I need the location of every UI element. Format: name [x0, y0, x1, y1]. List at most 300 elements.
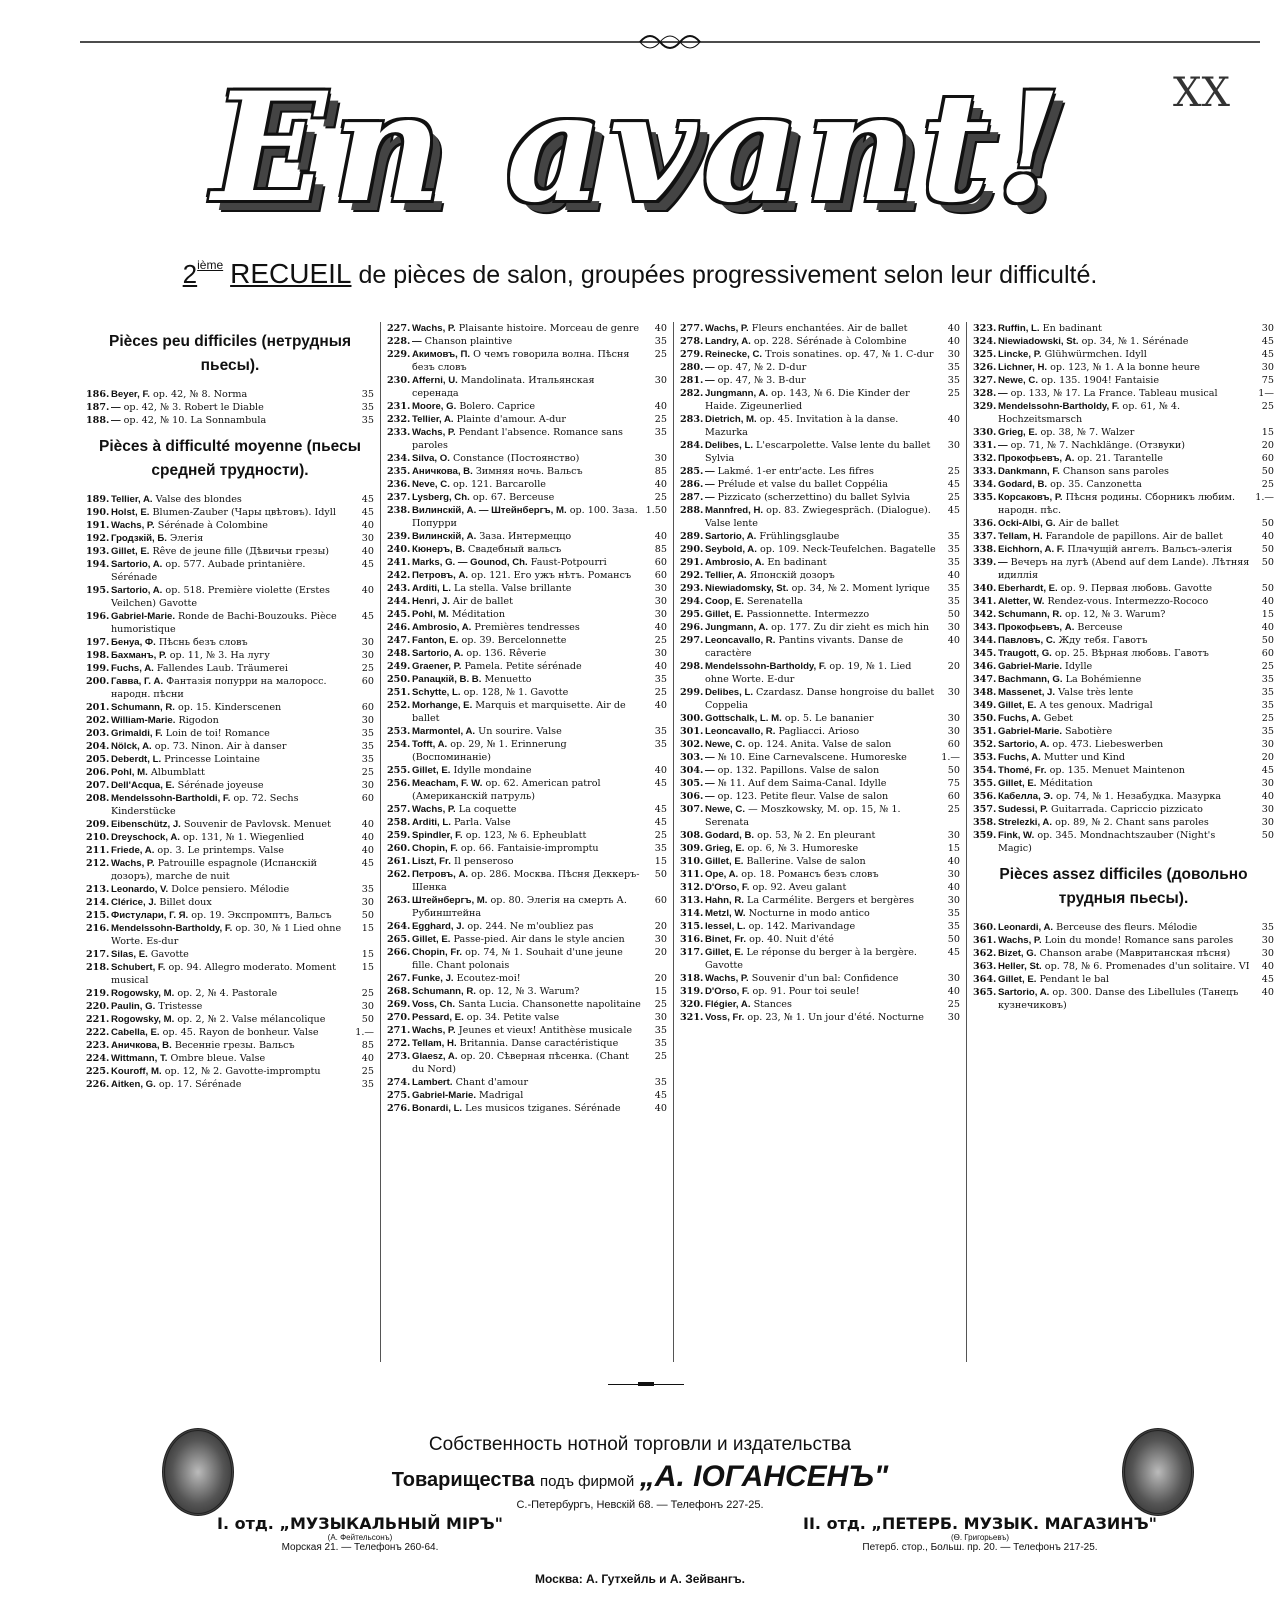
subtitle-number: 2: [182, 259, 198, 289]
entry-title: [705, 894, 936, 907]
catalog-entry: [86, 883, 374, 896]
entry-title: [705, 764, 936, 777]
entry-work: op. 577. Aubade printanière. Sérénade: [111, 559, 306, 583]
entry-work: Sérénade joyeuse: [177, 780, 264, 791]
entry-price: 30: [947, 713, 960, 724]
entry-number: 308.: [680, 830, 704, 841]
entry-work: op. 39. Bercelonnette: [461, 635, 567, 646]
entry-composer: Paulin, G.: [111, 1001, 156, 1012]
entry-title: [412, 426, 643, 452]
entry-work: op. 228. Sérénade à Colombine: [753, 336, 907, 347]
catalog-entry: [973, 816, 1274, 829]
entry-price: 40: [654, 479, 667, 490]
catalog-entry: [86, 519, 374, 532]
entry-composer: Delibes, L.: [705, 687, 753, 698]
footer-divider: [608, 1384, 684, 1385]
entry-number: 202.: [86, 715, 110, 726]
entry-title: [111, 545, 350, 558]
entry-number: 272.: [387, 1038, 411, 1049]
entry-price: 45: [947, 479, 960, 490]
entry-number: 222.: [86, 1027, 110, 1038]
catalog-entry: [86, 1039, 374, 1052]
entry-composer: Mannfred, H.: [705, 505, 764, 516]
entry-title: [998, 322, 1250, 335]
catalog-entry: [387, 595, 667, 608]
entry-price: 25: [1261, 661, 1274, 672]
entry-composer: —: [705, 765, 715, 776]
entry-title: [705, 803, 936, 829]
entry-work: op. 123, № 1. A la bonne heure: [1050, 362, 1200, 373]
entry-composer: Mendelssohn-Bartholdy, F.: [998, 401, 1120, 412]
catalog-entry: [86, 922, 374, 948]
entry-composer: Landry, A.: [705, 336, 751, 347]
entry-title: [412, 1102, 643, 1115]
entry-work: Жду тебя. Гавотъ: [1058, 635, 1148, 646]
entry-number: 305.: [680, 778, 704, 789]
entry-composer: Newe, C.: [705, 739, 745, 750]
entry-price: 45: [361, 507, 374, 518]
entry-title: [705, 777, 936, 790]
entry-composer: D'Orso, F.: [705, 986, 750, 997]
catalog-entry: [973, 621, 1274, 634]
entry-title: [111, 961, 350, 987]
entry-work: Lakmé. 1-er entr'acte. Les fifres: [717, 466, 874, 477]
catalog-entry: [973, 973, 1274, 986]
catalog-entry: [973, 582, 1274, 595]
entry-number: 221.: [86, 1014, 110, 1025]
catalog-entry: [680, 881, 960, 894]
entry-price: 30: [654, 375, 667, 386]
entry-work: op. 67. Berceuse: [472, 492, 555, 503]
entry-number: 190.: [86, 507, 110, 518]
entry-work: Prélude et valse du ballet Coppélia: [717, 479, 888, 490]
entry-price: 35: [654, 1077, 667, 1088]
entry-number: 359.: [973, 830, 997, 841]
top-ornament: [80, 28, 1260, 54]
entry-work: op. 121. Barcarolle: [452, 479, 546, 490]
entry-composer: Gottschalk, L. M.: [705, 713, 782, 724]
entry-price: 45: [654, 804, 667, 815]
entry-composer: Marmontel, A.: [412, 726, 476, 737]
entry-number: 346.: [973, 661, 997, 672]
entry-price: 35: [361, 728, 374, 739]
entry-work: op. 12, № 3. Warum?: [479, 986, 580, 997]
entry-title: [412, 465, 643, 478]
catalog-entry: [973, 777, 1274, 790]
catalog-entry: [680, 361, 960, 374]
catalog-entry: [387, 348, 667, 374]
entry-title: [111, 857, 350, 883]
entry-title: [998, 478, 1250, 491]
entry-work: op. 123. Petite fleur. Valse de salon: [717, 791, 889, 802]
catalog-entry: [680, 595, 960, 608]
entry-composer: Бенуа, Ф.: [111, 637, 156, 648]
entry-work: Trois sonatines. op. 47, № 1. C-dur: [765, 349, 934, 360]
entry-price: 30: [1261, 323, 1274, 334]
catalog-entry: [680, 985, 960, 998]
entry-title: [412, 543, 643, 556]
entry-work: Loin de toi! Romance: [165, 728, 270, 739]
entry-work: Faust-Potpourri: [530, 557, 607, 568]
entry-number: 191.: [86, 520, 110, 531]
entry-composer: Tellier, A.: [111, 494, 153, 505]
entry-composer: Sartorio, A.: [998, 739, 1050, 750]
entry-composer: Lincke, P.: [998, 349, 1042, 360]
branch-2-title: II. отд. „ПЕТЕРБ. МУЗЫК. МАГАЗИНЪ": [803, 1514, 1157, 1533]
entry-composer: Nölck, A.: [111, 741, 152, 752]
entry-title: [705, 868, 936, 881]
entry-work: Nocturne in modo antico: [748, 908, 870, 919]
entry-price: 35: [654, 739, 667, 750]
entry-price: 30: [654, 453, 667, 464]
catalog-entry: [387, 374, 667, 400]
entry-work: op. 20. Сѣверная пѣсенка. (Chant du Nord): [412, 1051, 629, 1075]
entry-composer: Аничкова, В.: [412, 466, 473, 477]
entry-number: 301.: [680, 726, 704, 737]
catalog-entry: [973, 647, 1274, 660]
entry-price: 30: [654, 648, 667, 659]
entry-price: 35: [361, 1079, 374, 1090]
entry-number: 348.: [973, 687, 997, 698]
catalog-entry: [680, 322, 960, 335]
entry-price: 35: [1261, 726, 1274, 737]
entry-composer: Holst, E.: [111, 507, 150, 518]
entry-number: 339.: [973, 557, 997, 568]
entry-number: 275.: [387, 1090, 411, 1101]
entry-number: 227.: [387, 323, 411, 334]
entry-work: Pamela. Petite sérénade: [464, 661, 582, 672]
entry-work: op. 143, № 6. Die Kinder der Haide. Zigeunerlied: [705, 388, 910, 412]
entry-number: 307.: [680, 804, 704, 815]
entry-composer: Schytte, L.: [412, 687, 461, 698]
entry-work: Britannia. Danse caractéristique: [459, 1038, 619, 1049]
entry-number: 353.: [973, 752, 997, 763]
entry-composer: Sartorio, A.: [111, 559, 163, 570]
catalog-entry: [86, 636, 374, 649]
entry-title: [998, 673, 1250, 686]
entry-composer: Sartorio, A.: [412, 648, 464, 659]
entry-number: 257.: [387, 804, 411, 815]
entry-price: 60: [654, 557, 667, 568]
entry-composer: Voss, Ch.: [412, 999, 456, 1010]
entry-composer: Strelezki, A.: [998, 817, 1053, 828]
catalog-entry: [680, 764, 960, 777]
entry-title: [705, 985, 936, 998]
entry-price: 25: [654, 349, 667, 360]
entry-work: op. 142. Marivandage: [748, 921, 856, 932]
entry-price: 50: [1261, 635, 1274, 646]
catalog-entry: [680, 725, 960, 738]
entry-title: [111, 649, 350, 662]
entry-number: 343.: [973, 622, 997, 633]
entry-composer: William-Marie.: [111, 715, 176, 726]
entry-number: 319.: [680, 986, 704, 997]
entry-number: 267.: [387, 973, 411, 984]
entry-title: [705, 374, 936, 387]
catalog-entry: [973, 686, 1274, 699]
entry-price: 50: [1261, 557, 1274, 568]
branch-2: [780, 1514, 1180, 1553]
entry-price: 40: [1261, 791, 1274, 802]
entry-title: [705, 361, 936, 374]
catalog-entry: [387, 400, 667, 413]
entry-composer: Reinecke, C.: [705, 349, 763, 360]
entry-composer: Tellier, A.: [705, 570, 747, 581]
entry-work: op. 42, № 10. La Sonnambula: [123, 415, 267, 426]
entry-composer: Wachs, P.: [705, 323, 749, 334]
entry-price: 40: [361, 546, 374, 557]
entry-number: 226.: [86, 1079, 110, 1090]
entry-work: Chant d'amour: [455, 1077, 529, 1088]
entry-number: 236.: [387, 479, 411, 490]
entry-work: Patrouille espagnole (Испанскій дозоръ), marche de nuit: [111, 858, 318, 882]
entry-price: 30: [361, 780, 374, 791]
entry-composer: Петровъ, А.: [412, 570, 469, 581]
entry-work: Air de ballet: [1058, 518, 1119, 529]
catalog-entry: [680, 842, 960, 855]
entry-price: 25: [654, 635, 667, 646]
entry-work: op. 2, № 4. Pastorale: [177, 988, 278, 999]
catalog-entry: [680, 933, 960, 946]
entry-title: [412, 647, 643, 660]
entry-work: Pantins vivants. Danse de caractère: [705, 635, 904, 659]
entry-composer: Петровъ, А.: [412, 869, 469, 880]
entry-number: 219.: [86, 988, 110, 999]
entry-number: 294.: [680, 596, 704, 607]
entry-composer: Delibes, L.: [705, 440, 753, 451]
entry-composer: Eibenschütz, J.: [111, 819, 181, 830]
entry-work: La Bohémienne: [1065, 674, 1142, 685]
entry-work: Stances: [753, 999, 792, 1010]
entry-composer: Wachs, P.: [705, 973, 749, 984]
entry-price: 30: [947, 349, 960, 360]
entry-number: 365.: [973, 987, 997, 998]
entry-number: 314.: [680, 908, 704, 919]
catalog-entry: [680, 855, 960, 868]
entry-price: 45: [1261, 349, 1274, 360]
entry-price: 40: [947, 856, 960, 867]
entry-work: Зимняя ночь. Вальсъ: [475, 466, 583, 477]
entry-title: [412, 868, 643, 894]
entry-number: 344.: [973, 635, 997, 646]
entry-composer: Wachs, P.: [998, 935, 1042, 946]
entry-price: 40: [947, 986, 960, 997]
publisher-line-2a: Товарищества: [391, 1469, 535, 1491]
catalog-entry: [86, 414, 374, 427]
entry-work: Madrigal: [479, 1090, 524, 1101]
entry-price: 40: [654, 661, 667, 672]
entry-title: [412, 1024, 643, 1037]
entry-composer: Leoncavallo, R.: [705, 635, 776, 646]
entry-title: [998, 725, 1250, 738]
catalog-entry: [680, 803, 960, 829]
entry-price: 35: [361, 884, 374, 895]
entry-number: 263.: [387, 895, 411, 906]
publisher-address: С.-Петербургъ, Невскій 68. — Телефонъ 227-25.: [516, 1499, 764, 1511]
entry-number: 211.: [86, 845, 110, 856]
entry-composer: Gillet, E.: [998, 974, 1037, 985]
entry-composer: Fuchs, A.: [998, 713, 1041, 724]
entry-title: [111, 610, 350, 636]
entry-work: Весенніе грезы. Вальсъ: [174, 1040, 295, 1051]
entry-composer: Schubert, F.: [111, 962, 166, 973]
entry-number: 252.: [387, 700, 411, 711]
catalog-entry: [387, 465, 667, 478]
entry-title: [412, 933, 643, 946]
entry-price: 40: [361, 845, 374, 856]
entry-number: 303.: [680, 752, 704, 763]
catalog-entry: [680, 621, 960, 634]
catalog-entry: [86, 987, 374, 1000]
entry-title: [998, 556, 1250, 582]
entry-title: [412, 777, 643, 803]
branch-1: [180, 1514, 540, 1553]
entry-work: En badinant: [1042, 323, 1102, 334]
entry-composer: Вилинскій, А.: [412, 531, 477, 542]
publisher-line-2b: подъ фирмой: [540, 1473, 635, 1490]
entry-price: 30: [947, 973, 960, 984]
entry-number: 247.: [387, 635, 411, 646]
catalog-entry: [680, 556, 960, 569]
entry-price: 35: [654, 1038, 667, 1049]
entry-price: 35: [361, 754, 374, 765]
catalog-entry: [387, 855, 667, 868]
entry-composer: —: [998, 557, 1008, 568]
entry-price: 30: [1261, 948, 1274, 959]
entry-price: 25: [947, 388, 960, 399]
entry-work: op. 91. Pour toi seule!: [752, 986, 860, 997]
entry-work: op. 345. Mondnachtszauber (Night's Magic): [998, 830, 1216, 854]
catalog-entry: [973, 530, 1274, 543]
entry-work: Blumen-Zauber (Чары цвѣтовъ). Idyll: [152, 507, 336, 518]
entry-title: [705, 595, 936, 608]
catalog-entry: [680, 777, 960, 790]
entry-price: 40: [654, 700, 667, 711]
catalog-entry: [86, 1026, 374, 1039]
entry-price: 50: [654, 869, 667, 880]
entry-number: 264.: [387, 921, 411, 932]
entry-composer: —: [705, 362, 715, 373]
catalog-entry: [86, 545, 374, 558]
catalog-entry: [973, 790, 1274, 803]
entry-number: 312.: [680, 882, 704, 893]
catalog-entry: [86, 701, 374, 714]
entry-work: op. 74, № 1. Незабудка. Мазурка: [1055, 791, 1222, 802]
entry-title: [412, 504, 643, 530]
entry-title: [412, 374, 643, 400]
entry-work: Guitarrada. Capriccio pizzicato: [1051, 804, 1203, 815]
entry-work: op. 124. Anita. Valse de salon: [748, 739, 892, 750]
catalog-entry: [973, 556, 1274, 582]
entry-composer: Кабелла, Э.: [998, 791, 1053, 802]
entry-composer: Ope, A.: [705, 869, 739, 880]
entry-title: [111, 493, 350, 506]
branch-2-sub: (Ѳ. Григорьевъ): [950, 1533, 1010, 1542]
entry-work: op. 18. Романсъ безъ словъ: [741, 869, 879, 880]
entry-composer: Wachs, P.: [412, 323, 456, 334]
entry-price: 60: [654, 895, 667, 906]
entry-composer: Graener, P.: [412, 661, 462, 672]
entry-number: 187.: [86, 402, 110, 413]
catalog-entry: [387, 764, 667, 777]
entry-number: 284.: [680, 440, 704, 451]
entry-price: 25: [947, 466, 960, 477]
entry-price: 30: [361, 637, 374, 648]
entry-price: 25: [361, 1066, 374, 1077]
entry-work: La stella. Valse brillante: [453, 583, 572, 594]
entry-price: 40: [361, 819, 374, 830]
entry-title: [998, 465, 1250, 478]
catalog-entry: [680, 972, 960, 985]
entry-price: 30: [1261, 362, 1274, 373]
entry-title: [998, 335, 1250, 348]
catalog-entry: [387, 1076, 667, 1089]
entry-work: Chanson sans paroles: [1062, 466, 1169, 477]
entry-work: Air de ballet: [452, 596, 513, 607]
entry-composer: Fanton, E.: [412, 635, 459, 646]
entry-work: op. 29, № 1. Erinnerung (Воспоминаніе): [412, 739, 567, 763]
catalog-entry: [86, 961, 374, 987]
entry-number: 229.: [387, 349, 411, 360]
entry-title: [998, 986, 1250, 1012]
entry-composer: Glaesz, A.: [412, 1051, 458, 1062]
entry-composer: Massenet, J.: [998, 687, 1056, 698]
entry-price: 30: [654, 583, 667, 594]
entry-price: 45: [1261, 765, 1274, 776]
entry-title: [412, 569, 643, 582]
entry-work: op. 34. Petite valse: [466, 1012, 560, 1023]
catalog-entry: [973, 634, 1274, 647]
entry-number: 248.: [387, 648, 411, 659]
entry-number: 238.: [387, 505, 411, 516]
entry-composer: —: [111, 402, 121, 413]
subtitle: [0, 258, 1280, 290]
entry-number: 235.: [387, 466, 411, 477]
entry-title: [412, 764, 643, 777]
entry-number: 302.: [680, 739, 704, 750]
entry-number: 276.: [387, 1103, 411, 1114]
entry-price: 40: [1261, 531, 1274, 542]
entry-composer: Ambrosio, A.: [705, 557, 765, 568]
entry-number: 270.: [387, 1012, 411, 1023]
catalog-entry: [973, 803, 1274, 816]
entry-list: [86, 493, 374, 1091]
catalog-entry: [973, 322, 1274, 335]
entry-price: 40: [1261, 596, 1274, 607]
entry-composer: D'Orso, F.: [705, 882, 750, 893]
entry-composer: Meacham, F. W.: [412, 778, 483, 789]
entry-composer: Mendelssohn-Bartholdy, F.: [111, 923, 233, 934]
catalog-entry: [680, 413, 960, 439]
entry-price: 45: [361, 858, 374, 869]
entry-work: Méditation: [1039, 778, 1093, 789]
entry-number: 336.: [973, 518, 997, 529]
entry-price: 1.—: [941, 752, 960, 763]
catalog-entry: [973, 335, 1274, 348]
entry-work: № 10. Eine Carnevalscene. Humoreske: [717, 752, 907, 763]
entry-price: 25: [654, 687, 667, 698]
entry-composer: Newe, C.: [998, 375, 1038, 386]
entry-composer: Jungmann, A.: [705, 622, 769, 633]
catalog-entry: [387, 660, 667, 673]
entry-work: Frühlingsglaube: [759, 531, 840, 542]
entry-price: 25: [654, 492, 667, 503]
entry-work: Méditation: [451, 609, 506, 620]
entry-number: 326.: [973, 362, 997, 373]
entry-price: 30: [947, 622, 960, 633]
entry-composer: Mendelssohn-Bartholdi, F.: [111, 793, 231, 804]
entry-price: 15: [654, 986, 667, 997]
